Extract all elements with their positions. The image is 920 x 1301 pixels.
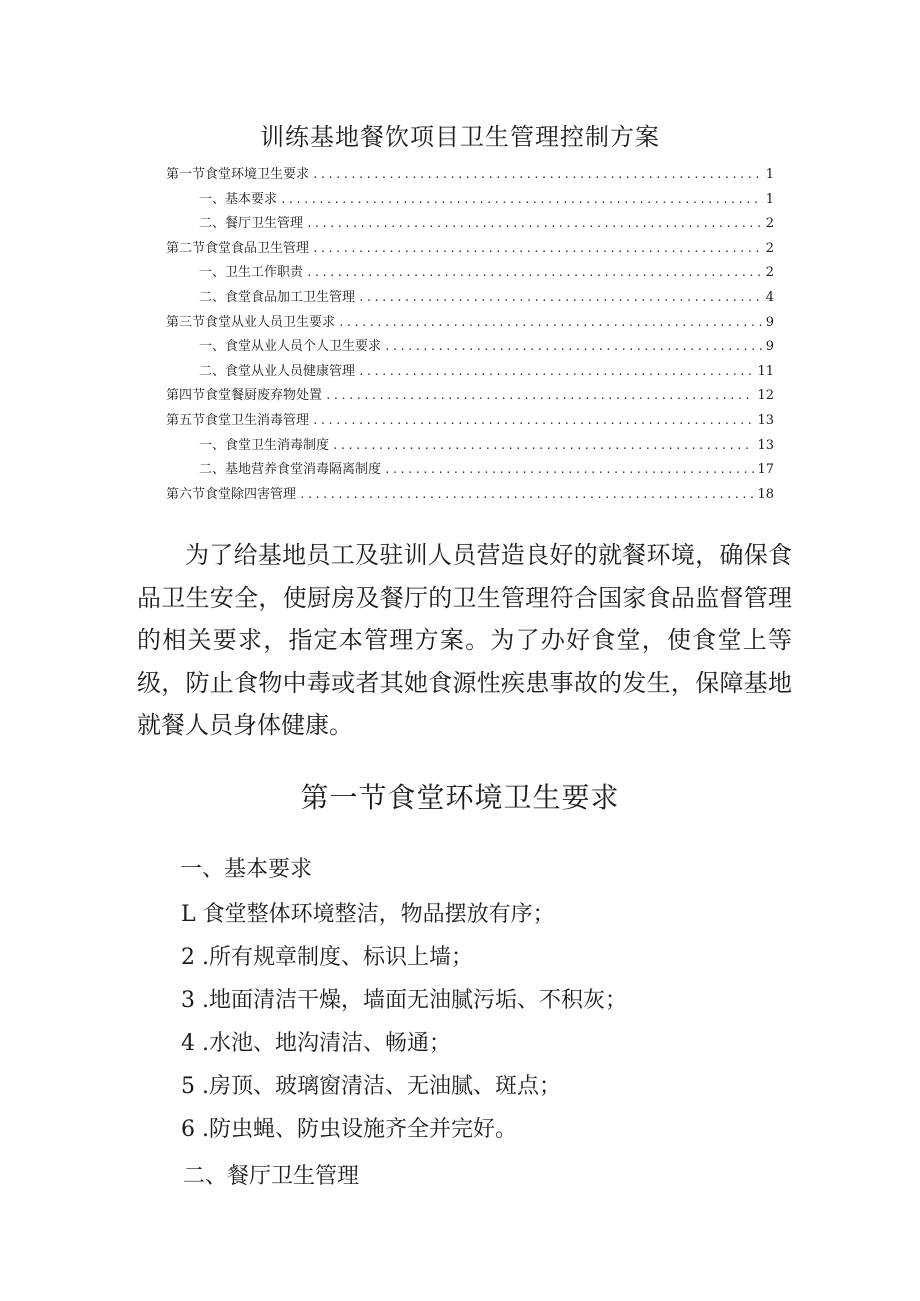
toc-leader-dots xyxy=(338,311,763,336)
toc-entry-label: 第一节食堂环境卫生要求 xyxy=(166,167,310,182)
requirement-item: 6 .防虫蝇、防虫设施齐全并完好。 xyxy=(181,1117,517,1142)
toc-entry[interactable] xyxy=(166,458,774,483)
toc-leader-dots xyxy=(332,434,754,459)
toc-leader-dots xyxy=(358,360,754,385)
toc-leader-dots xyxy=(325,384,754,409)
toc-entry-label: 一、食堂从业人员个人卫生要求 xyxy=(199,339,382,355)
toc-entry[interactable] xyxy=(166,311,774,336)
toc-leader-dots xyxy=(312,409,754,434)
toc-leader-dots xyxy=(299,483,754,508)
toc-entry[interactable] xyxy=(166,360,774,385)
subsection-heading-basic-requirements: 一、基本要求 xyxy=(180,857,313,882)
toc-entry-label: 二、食堂食品加工卫生管理 xyxy=(199,289,356,305)
requirement-item: 5 .房顶、玻璃窗清洁、无油腻、斑点； xyxy=(181,1074,561,1099)
toc-entry-page: 13 xyxy=(757,437,774,453)
requirement-item: 3 .地面清洁干燥，墙面无油腻污垢、不积灰； xyxy=(181,988,627,1013)
toc-leader-dots xyxy=(280,188,763,213)
toc-entry[interactable] xyxy=(166,483,774,508)
toc-leader-dots xyxy=(358,286,763,311)
toc-leader-dots xyxy=(312,163,763,188)
toc-entry[interactable] xyxy=(166,434,774,459)
toc-entry[interactable] xyxy=(166,286,774,311)
intro-paragraph: 为了给基地员工及驻训人员营造良好的就餐环境，确保食品卫生安全，使厨房及餐厅的卫生管理符合国家食品监督管理的相关要求，指定本管理方案。为了办好食堂，使食堂上等级，防止食物中毒或者其她食源性疾患事故的发生，保障基地就餐人员身体健康。 xyxy=(137,541,792,739)
toc-entry[interactable] xyxy=(166,237,774,262)
toc-entry[interactable] xyxy=(166,212,774,237)
toc-entry[interactable] xyxy=(166,335,774,360)
toc-entry[interactable] xyxy=(166,409,774,434)
toc-entry-label: 第六节食堂除四害管理 xyxy=(166,486,297,502)
toc-entry[interactable] xyxy=(166,384,774,409)
toc-leader-dots xyxy=(306,261,763,286)
toc-entry-label: 第五节食堂卫生消毒管理 xyxy=(166,412,310,428)
toc-entry[interactable] xyxy=(166,261,774,286)
toc-leader-dots xyxy=(306,212,763,237)
section-heading: 第一节食堂环境卫生要求 xyxy=(300,781,620,814)
toc-entry[interactable] xyxy=(166,163,774,188)
toc-entry-label: 第二节食堂食品卫生管理 xyxy=(166,240,310,256)
toc-leader-dots xyxy=(312,237,763,262)
toc-entry-page: 13 xyxy=(757,412,774,428)
toc-entry-page: 2 xyxy=(765,265,774,281)
toc-entry-page: 4 xyxy=(765,289,774,305)
toc-entry-page: 2 xyxy=(765,216,774,232)
toc-entry-label: 二、餐厅卫生管理 xyxy=(199,216,304,232)
toc-entry-page: 1 xyxy=(765,167,774,182)
toc-entry-label: 一、卫生工作职责 xyxy=(199,265,304,281)
toc-leader-dots xyxy=(384,458,754,483)
toc-entry-page: 9 xyxy=(765,339,774,355)
toc-entry-label: 一、基本要求 xyxy=(199,191,278,207)
toc-entry-page: 12 xyxy=(757,388,774,404)
requirement-item: L 食堂整体环境整洁，物品摆放有序； xyxy=(181,902,555,927)
toc-entry-page: 18 xyxy=(757,486,774,502)
table-of-contents xyxy=(166,163,774,507)
toc-entry-label: 第四节食堂餐厨废弃物处置 xyxy=(166,388,323,404)
toc-entry-page: 11 xyxy=(757,363,774,379)
toc-entry[interactable] xyxy=(166,188,774,213)
toc-entry-page: 2 xyxy=(765,240,774,256)
toc-leader-dots xyxy=(384,335,763,360)
toc-entry-page: 17 xyxy=(757,462,774,478)
document-title: 训练基地餐饮项目卫生管理控制方案 xyxy=(260,123,660,151)
toc-entry-label: 二、食堂从业人员健康管理 xyxy=(199,363,356,379)
toc-entry-page: 9 xyxy=(765,314,774,330)
toc-entry-label: 二、基地营养食堂消毒隔离制度 xyxy=(199,462,382,478)
toc-entry-page: 1 xyxy=(765,191,774,207)
subsection-heading-dining-hall-hygiene: 二、餐厅卫生管理 xyxy=(183,1164,360,1189)
requirement-item: 2 .所有规章制度、标识上墙； xyxy=(181,945,473,970)
toc-entry-label: 一、食堂卫生消毒制度 xyxy=(199,437,330,453)
requirement-item: 4 .水池、地沟清洁、畅通； xyxy=(181,1031,451,1056)
toc-entry-label: 第三节食堂从业人员卫生要求 xyxy=(166,314,336,330)
